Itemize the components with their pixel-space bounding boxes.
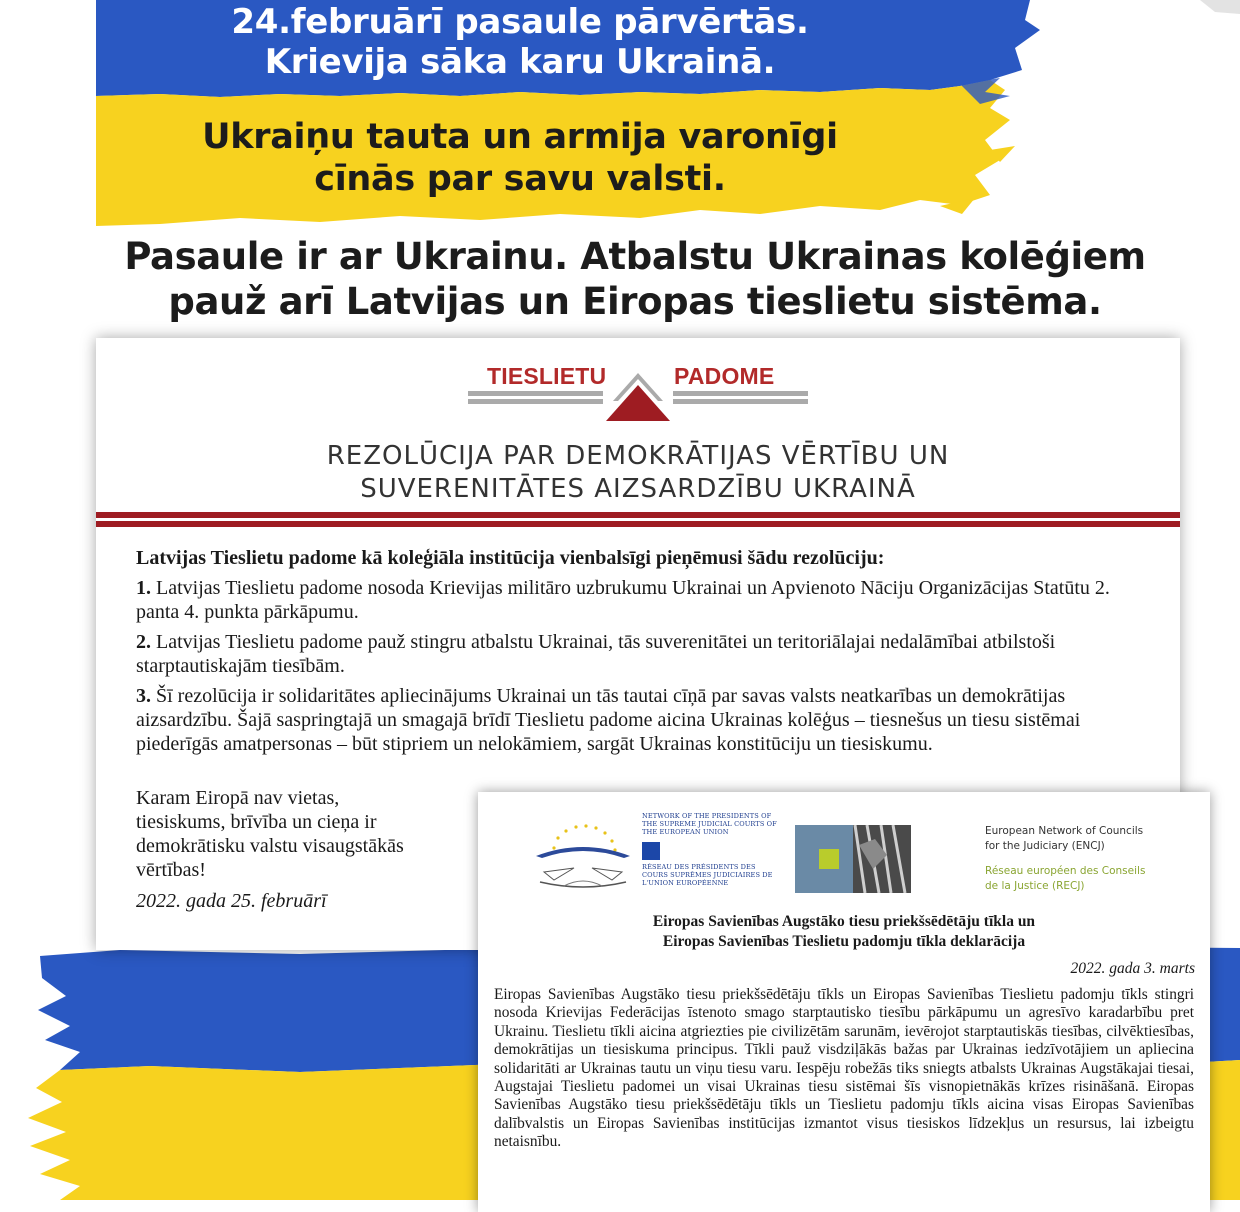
resolution-closing xyxy=(136,786,456,882)
declaration-title xyxy=(478,912,1210,952)
encj-logo-image xyxy=(795,825,911,893)
headline-line-3: Ukraiņu tauta un armija varonīgi xyxy=(202,117,838,157)
council-logo xyxy=(468,363,808,423)
headline-line-1: 24.februārī pasaule pārvērtās. xyxy=(231,2,809,42)
network-name-en: NETWORK OF THE PRESIDENTS OF THE SUPREME JUDICIAL COURTS OF THE EUROPEAN UNION xyxy=(642,812,777,837)
declaration-title-line-2: Eiropas Savienības Tieslietu padomju tīkla deklarācija xyxy=(662,933,1026,950)
supreme-courts-network-text xyxy=(642,812,782,887)
resolution-title-line-1: REZOLŪCIJA PAR DEMOKRĀTIJAS VĒRTĪBU UN xyxy=(326,441,950,471)
closing-line-1: Karam Eiropā nav vietas, xyxy=(136,787,340,809)
encj-name-fr-2: de la Justice (RECJ) xyxy=(985,879,1085,892)
closing-line-4: vērtības! xyxy=(136,859,206,881)
network-name-fr: RÉSEAU DES PRÉSIDENTS DES COURS SUPRÊMES JUDICIAIRES DE L'UNION EUROPÉENNE xyxy=(642,862,773,888)
declaration-title-line-1: Eiropas Savienības Augstāko tiesu priekšsēdētāju tīkla un xyxy=(652,913,1036,930)
point-text: Latvijas Tieslietu padome pauž stingru atbalstu Ukrainai, tās suverenitātei un teritoriālajai nedalāmībai atbilstoši starptautiskajām tiesībām. xyxy=(136,631,1056,677)
resolution-body xyxy=(136,546,1146,762)
eu-flag-icon xyxy=(642,842,660,860)
point-text: Latvijas Tieslietu padome nosoda Krievijas militāro uzbrukumu Ukrainai un Apvienoto Nāciju Organizācijas Statūtu 2. panta 4. punkta pārkāpumu. xyxy=(136,577,1110,623)
resolution-title xyxy=(96,440,1180,506)
encj-text xyxy=(985,824,1195,893)
resolution-intro: Latvijas Tieslietu padome kā koleģiāla institūcija vienbalsīgi pieņēmusi šādu rezolūciju: xyxy=(136,547,885,569)
red-divider xyxy=(96,512,1180,527)
eu-declaration-card xyxy=(478,792,1210,1212)
subheadline-line-2: pauž arī Latvijas un Eiropas tieslietu sistēma. xyxy=(168,280,1102,323)
point-number: 1. xyxy=(136,577,151,599)
point-number: 2. xyxy=(136,631,151,653)
council-logo-right-text: PADOME xyxy=(674,363,775,389)
resolution-point-1 xyxy=(136,576,1146,624)
subheadline xyxy=(0,234,1240,324)
headline-line-2: Krievija sāka karu Ukrainā. xyxy=(264,42,776,82)
resolution-date: 2022. gada 25. februārī xyxy=(136,890,327,912)
resolution-point-2 xyxy=(136,630,1146,678)
resolution-point-3 xyxy=(136,684,1146,756)
encj-name-en-2: for the Judiciary (ENCJ) xyxy=(985,839,1105,852)
declaration-body: Eiropas Savienības Augstāko tiesu priekšsēdētāju tīkls un Eiropas Savienības Tieslietu padomju tīkls stingri nosoda Krievijas Federācijas īstenoto smago starptautisko tiesību pārkāpumu un agresīvo karadarbību pret Ukrainu. Tieslietu tīkli aicina atgriezties pie civilizētām sarunām, ievērojot starptautiskās tiesības, cilvēktiesības, demokrātijas un tiesiskuma principus. Tīkli pauž visdziļākās bažas par Ukrainas iedzīvotājiem un apliecina solidaritāti ar Ukrainas tautu un viņu tiesu varu. Iespēju robežās tiks sniegts atbalsts Ukrainas Augstākajai tiesai, Augstajai Tieslietu padomei un visai Ukrainas tiesu sistēmai šīs visnopietnākās krīzes risināšanā. Eiropas Savienības Augstāko tiesu priekšsēdētāju tīkls un Tieslietu padomju tīkls aicina visas Eiropas Savienības dalībvalstis un Eiropas Savienības institūcijas izmantot visus tiesiskos līdzekļus un resursus, lai izbeigtu netaisnību. xyxy=(494,986,1194,1151)
council-logo-left-text: TIESLIETU xyxy=(487,363,607,389)
subheadline-line-1: Pasaule ir ar Ukrainu. Atbalstu Ukrainas kolēģiem xyxy=(124,235,1146,278)
declaration-date: 2022. gada 3. marts xyxy=(1070,960,1195,977)
headline-line-4: cīnās par savu valsti. xyxy=(314,159,726,199)
closing-line-3: demokrātisku valstu visaugstākās xyxy=(136,835,404,857)
supreme-courts-network-logo xyxy=(534,822,632,894)
closing-line-2: tiesiskums, brīvība un cieņa ir xyxy=(136,811,377,833)
encj-name-en-1: European Network of Councils xyxy=(985,825,1144,837)
point-text: Šī rezolūcija ir solidaritātes apliecinājums Ukrainai un tās tautai cīņā par savas valsts neatkarības un demokrātijas aizsardzību. Šajā saspringtajā un smagajā brīdī Tieslietu padome aicina Ukrainas kolēģus – tiesnešus un tiesu sistēmai piederīgās amatpersonas – būt stipriem un nelokāmiem, sargāt Ukrainas konstitūciju un tiesiskumu. xyxy=(136,685,1081,755)
point-number: 3. xyxy=(136,685,151,707)
headline-dark xyxy=(0,116,1040,200)
resolution-title-line-2: SUVERENITĀTES AIZSARDZĪBU UKRAINĀ xyxy=(360,474,916,504)
headline-white xyxy=(0,2,1040,82)
encj-name-fr-1: Réseau européen des Conseils xyxy=(985,865,1146,877)
